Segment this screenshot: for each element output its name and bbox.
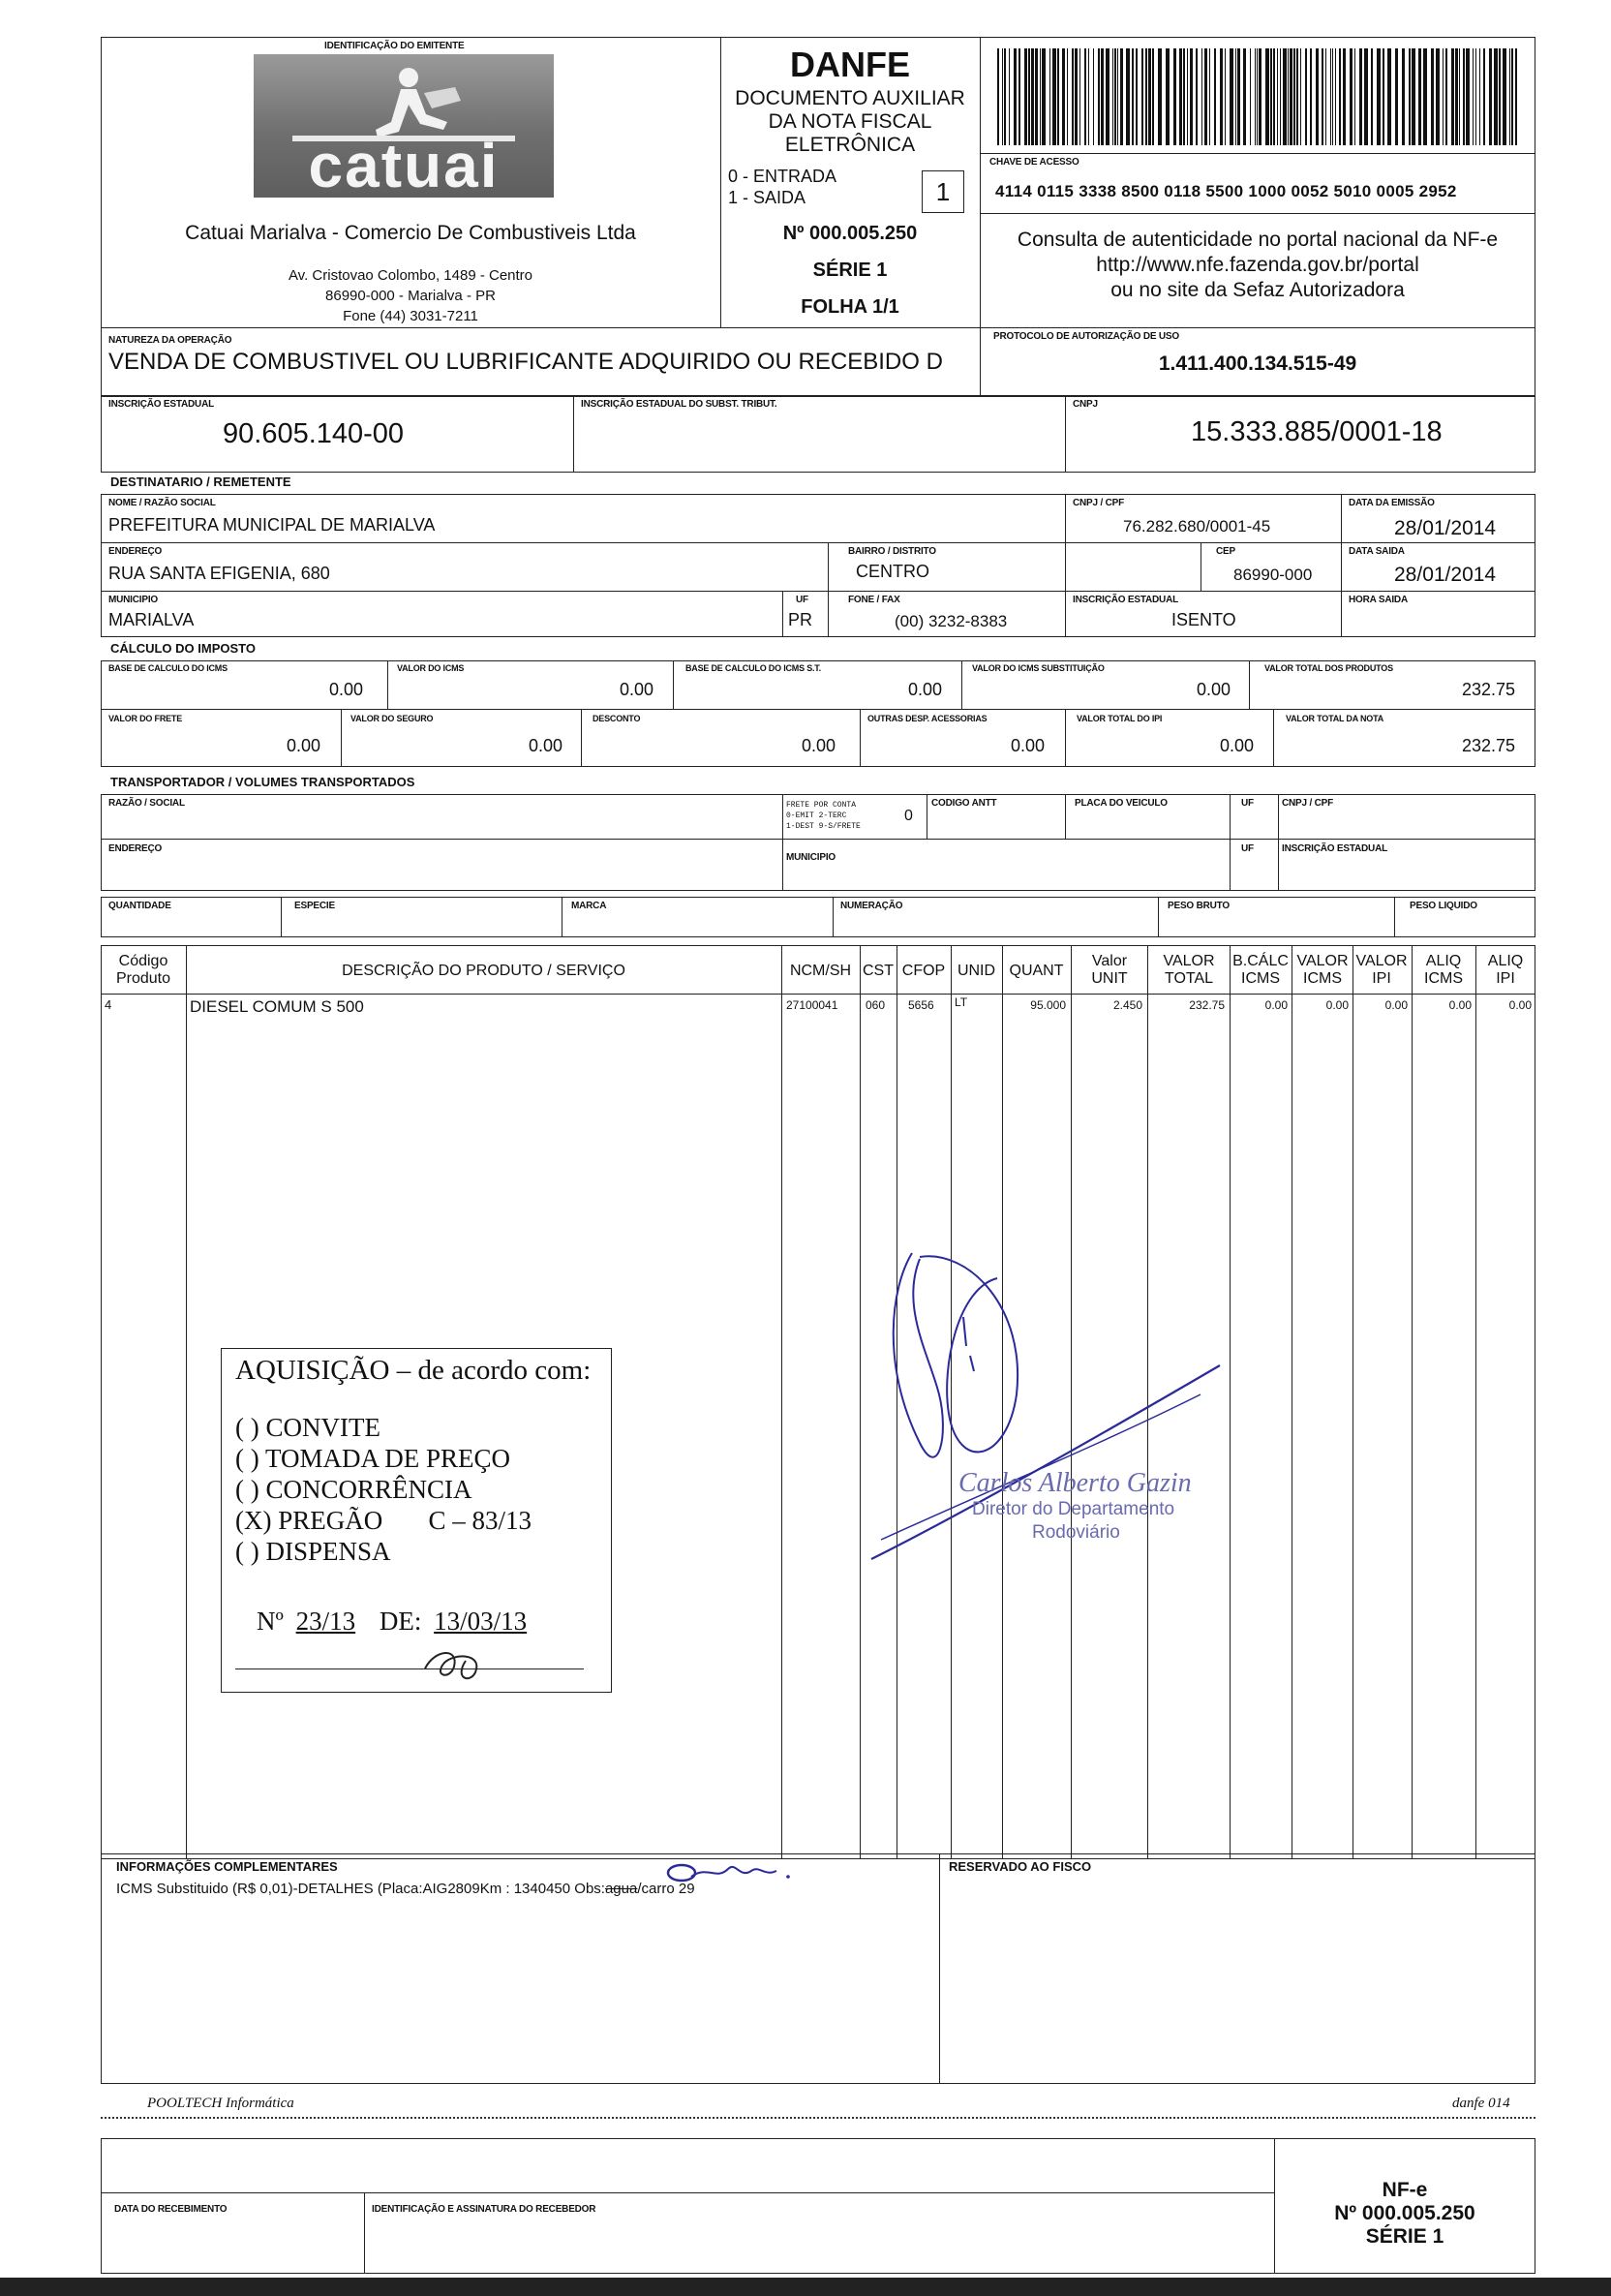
danfe-subtitle-1: DOCUMENTO AUXILIAR	[735, 87, 965, 109]
exit-date-label: DATA SAIDA	[1349, 546, 1405, 557]
district-value: CENTRO	[856, 562, 929, 581]
barcode-bar	[1283, 48, 1287, 145]
barcode-bar	[1067, 48, 1068, 145]
product-total-value: 232.75	[1189, 998, 1225, 1012]
product-unit-value: 2.450	[1112, 998, 1142, 1012]
consult-url: http://www.nfe.fazenda.gov.br/portal	[1096, 254, 1419, 276]
transport-uf-label: UF	[1241, 798, 1254, 809]
barcode-bar	[1072, 48, 1074, 145]
barcode-bar	[1190, 48, 1193, 145]
emitter-phone: Fone (44) 3031-7211	[343, 308, 478, 324]
transport-ie-label: INSCRIÇÃO ESTADUAL	[1282, 843, 1387, 854]
header-cst: CST	[863, 963, 894, 979]
barcode-bar	[1088, 48, 1089, 145]
barcode-bar	[1259, 48, 1261, 145]
transport-cnpj-label: CNPJ / CPF	[1282, 798, 1334, 809]
tax-section-title: CÁLCULO DO IMPOSTO	[110, 641, 256, 656]
barcode-bar	[1503, 48, 1506, 145]
barcode-bar	[1255, 48, 1256, 145]
product-quantity: 95.000	[1030, 998, 1066, 1012]
product-code: 4	[105, 997, 112, 1012]
barcode-bar	[1473, 48, 1474, 145]
st-base-label: BASE DE CALCULO DO ICMS S.T.	[685, 663, 821, 673]
barcode-bar	[1343, 48, 1346, 145]
form-code: danfe 014	[1452, 2096, 1510, 2111]
other-expenses-label: OUTRAS DESP. ACESSORIAS	[867, 714, 988, 723]
barcode-bar	[1136, 48, 1138, 145]
barcode-bar	[1515, 48, 1517, 145]
barcode-bar	[1145, 48, 1147, 145]
barcode-bar	[1106, 48, 1109, 145]
barcode-bar	[1418, 48, 1421, 145]
header-ipi-rate: ALIQ IPI	[1487, 953, 1524, 987]
consult-text-1: Consulta de autenticidade no portal nacional da NF-e	[1017, 229, 1499, 251]
acquisition-stamp	[221, 1348, 612, 1693]
stamp-option-tomada: ( ) TOMADA DE PREÇO	[235, 1444, 511, 1473]
barcode-bar	[1166, 48, 1170, 145]
discount-value: 0.00	[802, 736, 836, 755]
header-unit-value: Valor UNIT	[1091, 953, 1128, 987]
barcode-bar	[1293, 48, 1295, 145]
transport-city-label: MUNICIPIO	[786, 852, 836, 863]
stamp-option-pregao: (X) PREGÃO C – 83/13	[235, 1506, 532, 1535]
barcode-bar	[1290, 48, 1292, 145]
barcode-bar	[1009, 48, 1010, 145]
header-icms-value: VALOR ICMS	[1296, 953, 1349, 987]
header-unit: UNID	[957, 963, 996, 979]
city-value: MARIALVA	[108, 610, 195, 629]
district-label: BAIRRO / DISTRITO	[848, 546, 936, 557]
barcode-bar	[997, 48, 999, 145]
exit-time-label: HORA SAIDA	[1349, 595, 1408, 605]
cep-label: CEP	[1216, 546, 1235, 557]
additional-info-text: ICMS Substituido (R$ 0,01)-DETALHES (Placa:AIG2809Km : 1340450 Obs:agua/carro 29	[116, 1881, 695, 1897]
software-credit: POOLTECH Informática	[147, 2096, 294, 2111]
barcode-bar	[1002, 48, 1003, 145]
barcode-bar	[1387, 48, 1391, 145]
stamp-option-convite: ( ) CONVITE	[235, 1413, 380, 1442]
barcode-bar	[1052, 48, 1056, 145]
barcode-bar	[1237, 48, 1240, 145]
barcode-bar	[1075, 48, 1078, 145]
emitter-name: Catuai Marialva - Comercio De Combustiveis Ltda	[185, 222, 636, 244]
operation-type-box: 1	[922, 170, 964, 213]
barcode-bar	[1024, 48, 1027, 145]
barcode-bar	[1257, 48, 1258, 145]
barcode-bar	[1371, 48, 1373, 145]
barcode-bar	[1079, 48, 1080, 145]
ipi-total-value: 0.00	[1220, 736, 1255, 755]
insurance-value: 0.00	[529, 736, 563, 755]
signature-stamp-name: Carlos Alberto Gazin	[958, 1468, 1192, 1498]
emitter-city: 86990-000 - Marialva - PR	[325, 288, 496, 304]
header-icms-base: B.CÁLC ICMS	[1232, 953, 1289, 987]
phone-value: (00) 3232-8383	[895, 612, 1008, 630]
tax-base-value: 0.00	[329, 680, 364, 699]
stamp-option-dispensa: ( ) DISPENSA	[235, 1537, 391, 1566]
ie-st-label: INSCRIÇÃO ESTADUAL DO SUBST. TRIBUT.	[581, 399, 777, 410]
danfe-series: SÉRIE 1	[812, 260, 888, 281]
barcode-bar	[1431, 48, 1434, 145]
initials-signature-icon	[415, 1639, 502, 1686]
barcode-bar	[1225, 48, 1226, 145]
recipient-address-label: ENDEREÇO	[108, 546, 163, 557]
barcode-bar	[1014, 48, 1017, 145]
consult-text-2: ou no site da Sefaz Autorizadora	[1110, 279, 1405, 301]
barcode-bar	[1062, 48, 1065, 145]
protocol-value: 1.411.400.134.515-49	[1158, 352, 1357, 375]
barcode-bar	[1451, 48, 1454, 145]
icms-st-value: 0.00	[1197, 680, 1231, 699]
phone-label: FONE / FAX	[848, 595, 900, 605]
antt-label: CODIGO ANTT	[931, 798, 997, 809]
barcode-bar	[1277, 48, 1278, 145]
quantity-label: QUANTIDADE	[108, 901, 171, 911]
cnpj-label: CNPJ	[1073, 399, 1098, 410]
recipient-cnpj-label: CNPJ / CPF	[1073, 498, 1125, 508]
barcode-bar	[1152, 48, 1154, 145]
barcode-bar	[1243, 48, 1246, 145]
product-icms-rate: 0.00	[1448, 998, 1472, 1012]
barcode-bar	[1322, 48, 1323, 145]
stub-series: SÉRIE 1	[1365, 2225, 1444, 2248]
recipient-address-value: RUA SANTA EFIGENIA, 680	[108, 564, 330, 583]
barcode-bar	[1265, 48, 1269, 145]
barcode-bar	[1114, 48, 1116, 145]
recipient-name-label: NOME / RAZÃO SOCIAL	[108, 498, 216, 508]
barcode-bar	[1288, 48, 1289, 145]
barcode-bar	[1305, 48, 1307, 145]
barcode-bar	[1235, 48, 1236, 145]
header-product-code: Código Produto	[115, 953, 171, 987]
barcode-bar	[1459, 48, 1460, 145]
danfe-subtitle-2: DA NOTA FISCAL	[768, 110, 932, 133]
product-unit: LT	[955, 995, 968, 1009]
emission-date-label: DATA DA EMISSÃO	[1349, 498, 1435, 508]
header-ipi-value: VALOR IPI	[1355, 953, 1408, 987]
barcode-bar	[1141, 48, 1143, 145]
st-base-value: 0.00	[908, 680, 943, 699]
product-description: DIESEL COMUM S 500	[190, 997, 364, 1016]
ie-label: INSCRIÇÃO ESTADUAL	[108, 399, 214, 410]
carrier-name-label: RAZÃO / SOCIAL	[108, 798, 185, 809]
tax-base-label: BASE DE CALCULO DO ICMS	[108, 663, 228, 673]
recipient-name-value: PREFEITURA MUNICIPAL DE MARIALVA	[108, 515, 436, 535]
stub-number: Nº 000.005.250	[1334, 2202, 1475, 2224]
barcode-bar	[1148, 48, 1151, 145]
freight-value: 0.00	[287, 736, 321, 755]
product-cfop: 5656	[908, 998, 934, 1012]
barcode-bar	[1084, 48, 1086, 145]
product-ncm: 27100041	[786, 998, 838, 1012]
barcode-bar	[1209, 48, 1210, 145]
signature-stamp-role-2: Rodoviário	[1032, 1522, 1120, 1543]
barcode-bar	[1395, 48, 1398, 145]
stamp-number: Nº 23/13 DE: 13/03/13	[257, 1607, 528, 1636]
invoice-total-label: VALOR TOTAL DA NOTA	[1286, 714, 1384, 723]
barcode-bar	[1300, 48, 1301, 145]
stamp-title: AQUISIÇÃO – de acordo com:	[235, 1355, 592, 1386]
uf-value: PR	[788, 610, 813, 629]
header-ncm: NCM/SH	[789, 963, 852, 979]
transport-address-label: ENDEREÇO	[108, 843, 163, 854]
product-ipi-rate: 0.00	[1508, 998, 1532, 1012]
barcode-bar	[1479, 48, 1480, 145]
insurance-label: VALOR DO SEGURO	[350, 714, 434, 723]
barcode-bar	[1402, 48, 1405, 145]
header-cfop: CFOP	[901, 963, 946, 979]
barcode-bar	[1273, 48, 1275, 145]
barcode-bar	[1120, 48, 1123, 145]
barcode-bar	[1098, 48, 1100, 145]
icms-value: 0.00	[620, 680, 654, 699]
stub-nfe: NF-e	[1382, 2179, 1428, 2201]
access-key-label: CHAVE DE ACESSO	[989, 157, 1079, 168]
barcode-bar	[1377, 48, 1381, 145]
danfe-number: Nº 000.005.250	[782, 223, 918, 244]
barcode-bar	[1332, 48, 1333, 145]
barcode-bar	[1499, 48, 1501, 145]
barcode-bar	[1296, 48, 1298, 145]
discount-label: DESCONTO	[593, 714, 641, 723]
product-cst: 060	[866, 998, 886, 1012]
icms-value-label: VALOR DO ICMS	[397, 663, 465, 673]
barcode-bar	[1466, 48, 1470, 145]
barcode-bar	[1463, 48, 1465, 145]
barcode-bar	[1443, 48, 1444, 145]
emission-date-value: 28/01/2014	[1394, 517, 1497, 539]
nature-value: VENDA DE COMBUSTIVEL OU LUBRIFICANTE ADQUIRIDO OU RECEBIDO D	[108, 349, 943, 375]
other-expenses-value: 0.00	[1011, 736, 1046, 755]
ie-value: 90.605.140-00	[223, 418, 405, 449]
barcode-bar	[1475, 48, 1476, 145]
barcode-bar	[1250, 48, 1251, 145]
barcode-bar	[1359, 48, 1362, 145]
product-icms-base: 0.00	[1264, 998, 1288, 1012]
exit-date-value: 28/01/2014	[1394, 564, 1497, 586]
plate-label: PLACA DO VEICULO	[1075, 798, 1168, 809]
barcode-bar	[1280, 48, 1281, 145]
barcode-bar	[1230, 48, 1233, 145]
barcode-bar	[1049, 48, 1050, 145]
product-icms-value: 0.00	[1325, 998, 1349, 1012]
danfe-page: FOLHA 1/1	[801, 296, 899, 318]
barcode-bar	[1436, 48, 1440, 145]
barcode-bar	[1101, 48, 1104, 145]
emitter-address: Av. Cristovao Colombo, 1489 - Centro	[288, 267, 533, 284]
barcode-bar	[1042, 48, 1046, 145]
header-icms-rate: ALIQ ICMS	[1424, 953, 1463, 987]
cnpj-value: 15.333.885/0001-18	[1191, 416, 1443, 447]
header-description: DESCRIÇÃO DO PRODUTO / SERVIÇO	[342, 963, 625, 979]
logo-text: catuai	[308, 131, 500, 200]
barcode-icon	[997, 48, 1520, 145]
barcode-bar	[1423, 48, 1427, 145]
header-total-value: VALOR TOTAL	[1163, 953, 1215, 987]
barcode-bar	[1409, 48, 1411, 145]
species-label: ESPECIE	[294, 901, 335, 911]
barcode-bar	[1214, 48, 1216, 145]
barcode-bar	[1364, 48, 1368, 145]
barcode-bar	[1511, 48, 1513, 145]
barcode-bar	[1004, 48, 1006, 145]
transport-uf2-label: UF	[1241, 843, 1254, 854]
emitter-section-label: IDENTIFICAÇÃO DO EMITENTE	[324, 41, 465, 51]
barcode-bar	[1412, 48, 1415, 145]
director-signature-icon	[852, 1249, 1278, 1569]
barcode-bar	[1132, 48, 1134, 145]
gross-weight-label: PESO BRUTO	[1168, 901, 1230, 911]
barcode-bar	[1183, 48, 1185, 145]
exit-label: 1 - SAIDA	[728, 188, 806, 207]
barcode-bar	[1350, 48, 1353, 145]
barcode-bar	[1335, 48, 1336, 145]
recipient-cnpj-value: 76.282.680/0001-45	[1123, 517, 1271, 536]
cep-value: 86990-000	[1233, 566, 1313, 584]
barcode-bar	[1201, 48, 1202, 145]
barcode-bar	[1455, 48, 1458, 145]
barcode-bar	[1270, 48, 1272, 145]
barcode-bar	[1028, 48, 1030, 145]
receipt-date-label: DATA DO RECEBIMENTO	[114, 2204, 228, 2215]
uf-label: UF	[796, 595, 808, 605]
barcode-bar	[1187, 48, 1188, 145]
icms-st-label: VALOR DO ICMS SUBSTITUIÇÃO	[972, 663, 1105, 673]
barcode-bar	[1383, 48, 1384, 145]
barcode-bar	[1325, 48, 1326, 145]
header-quantity: QUANT	[1009, 963, 1064, 979]
barcode-bar	[1445, 48, 1447, 145]
additional-info-label: INFORMAÇÕES COMPLEMENTARES	[116, 1859, 338, 1874]
stamp-option-concorrencia: ( ) CONCORRÊNCIA	[235, 1475, 472, 1504]
recipient-ie-value: ISENTO	[1171, 610, 1236, 629]
company-logo	[254, 54, 554, 198]
barcode-bar	[1354, 48, 1355, 145]
barcode-bar	[1494, 48, 1498, 145]
barcode-bar	[1031, 48, 1034, 145]
city-label: MUNICIPIO	[108, 595, 158, 605]
freight-terms: FRETE POR CONTA 0-EMIT 2-TERC 1-DEST 9-S/FRETE	[786, 801, 861, 831]
barcode-bar	[1040, 48, 1041, 145]
barcode-bar	[1179, 48, 1182, 145]
net-weight-label: PESO LIQUIDO	[1410, 901, 1477, 911]
barcode-bar	[1310, 48, 1312, 145]
barcode-bar	[1126, 48, 1130, 145]
tear-line	[101, 2117, 1535, 2119]
handwritten-note-icon	[658, 1852, 794, 1890]
barcode-bar	[1220, 48, 1223, 145]
numbering-label: NUMERAÇÃO	[840, 901, 903, 911]
barcode-bar	[1158, 48, 1162, 145]
barcode-bar	[1035, 48, 1038, 145]
danfe-title: DANFE	[790, 45, 910, 84]
product-ipi-value: 0.00	[1384, 998, 1408, 1012]
barcode-bar	[1093, 48, 1094, 145]
signature-stamp-role-1: Diretor do Departamento	[972, 1499, 1175, 1519]
barcode-bar	[1173, 48, 1176, 145]
barcode-bar	[1204, 48, 1207, 145]
barcode-bar	[1018, 48, 1020, 145]
brand-label: MARCA	[571, 901, 607, 911]
barcode-bar	[1509, 48, 1510, 145]
invoice-total-value: 232.75	[1462, 736, 1516, 755]
recipient-section-title: DESTINATARIO / REMETENTE	[110, 475, 291, 489]
freight-value: 0	[904, 808, 913, 824]
access-key-value: 4114 0115 3338 8500 0118 5500 1000 0052 5010 0005 2952	[995, 182, 1457, 200]
barcode-bar	[1339, 48, 1341, 145]
barcode-bar	[1330, 48, 1331, 145]
products-total-label: VALOR TOTAL DOS PRODUTOS	[1264, 663, 1393, 673]
nature-label: NATUREZA DA OPERAÇÃO	[108, 335, 232, 346]
barcode-bar	[1196, 48, 1198, 145]
receiver-id-label: IDENTIFICAÇÃO E ASSINATURA DO RECEBEDOR	[372, 2204, 596, 2215]
reserved-fisco-label: RESERVADO AO FISCO	[949, 1859, 1092, 1874]
scan-bottom-edge	[0, 2278, 1611, 2296]
danfe-subtitle-3: ELETRÔNICA	[784, 134, 916, 156]
recipient-ie-label: INSCRIÇÃO ESTADUAL	[1073, 595, 1178, 605]
barcode-bar	[1483, 48, 1485, 145]
barcode-bar	[1489, 48, 1492, 145]
barcode-bar	[1117, 48, 1118, 145]
protocol-label: PROTOCOLO DE AUTORIZAÇÃO DE USO	[993, 331, 1179, 342]
entry-label: 0 - ENTRADA	[728, 167, 837, 186]
barcode-bar	[1316, 48, 1319, 145]
transport-section-title: TRANSPORTADOR / VOLUMES TRANSPORTADOS	[110, 775, 415, 789]
freight-label: VALOR DO FRETE	[108, 714, 183, 723]
barcode-bar	[1057, 48, 1059, 145]
ipi-total-label: VALOR TOTAL DO IPI	[1077, 714, 1163, 723]
products-total-value: 232.75	[1462, 680, 1516, 699]
barcode-bar	[1112, 48, 1113, 145]
